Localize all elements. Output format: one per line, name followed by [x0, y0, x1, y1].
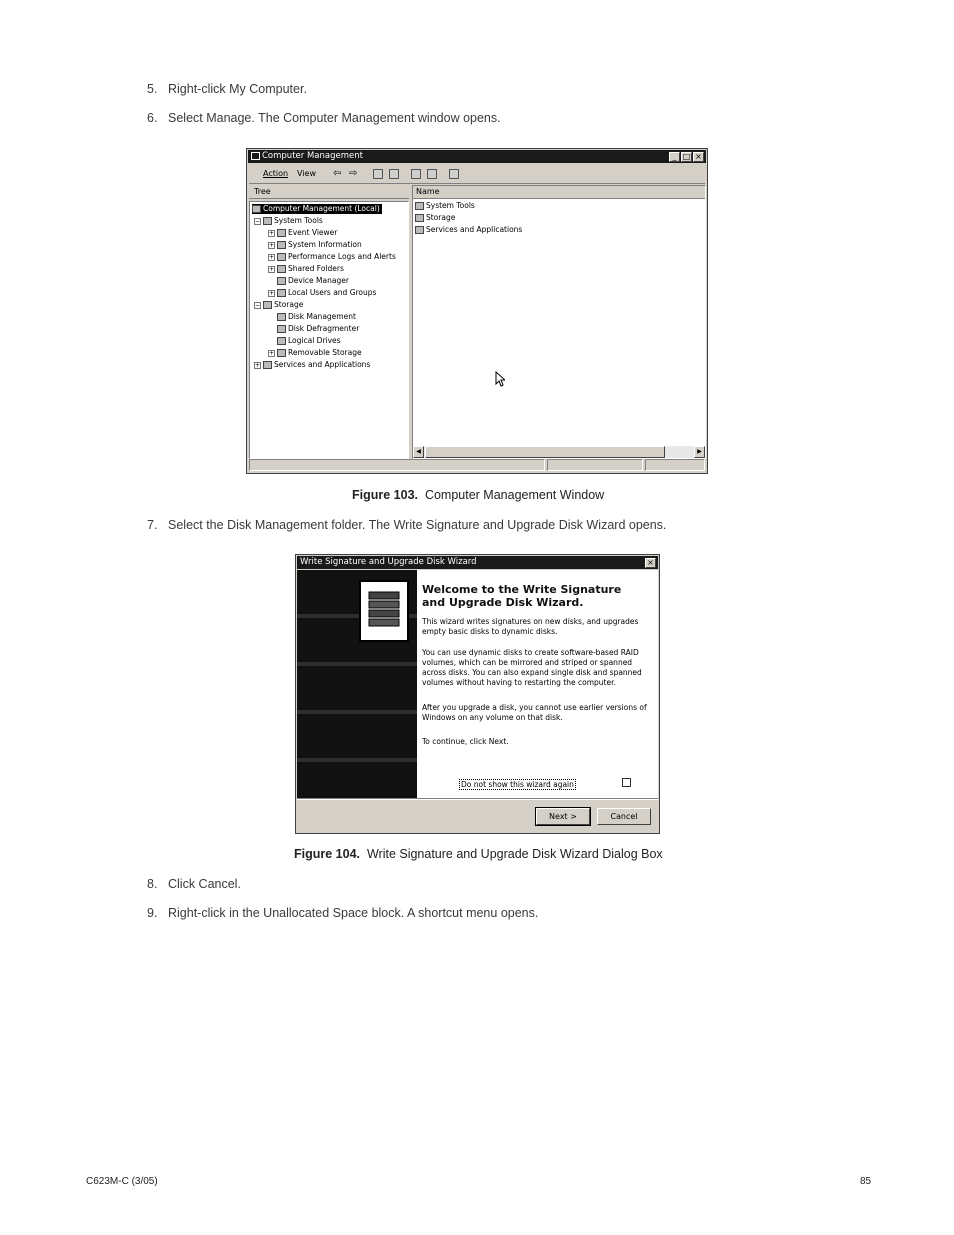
- list-pane[interactable]: [412, 185, 706, 459]
- close-button[interactable]: ×: [693, 152, 704, 162]
- tools-icon: [263, 217, 272, 225]
- figure-103-caption: Figure 103. Computer Management Window: [352, 488, 605, 502]
- show-tree-icon[interactable]: [389, 169, 399, 179]
- list-item-storage[interactable]: Storage: [415, 213, 455, 223]
- collapse-icon[interactable]: −: [255, 217, 261, 225]
- list-item-services-applications[interactable]: Services and Applications: [415, 225, 522, 235]
- name-column-header[interactable]: Name: [413, 186, 705, 199]
- expand-icon[interactable]: +: [269, 229, 275, 237]
- users-icon: [277, 289, 286, 297]
- tree-tab[interactable]: Tree: [249, 185, 409, 199]
- computer-icon: [251, 152, 260, 160]
- toolbar: [249, 165, 705, 184]
- shared-folder-icon: [277, 265, 286, 273]
- scrollbar-thumb[interactable]: [425, 446, 665, 458]
- menu-action[interactable]: Action: [263, 169, 289, 178]
- wizard-side-panel: [297, 570, 417, 798]
- step-8: 8. Click Cancel.: [147, 877, 241, 891]
- tree-item-disk-management[interactable]: Disk Management: [277, 312, 356, 322]
- system-info-icon: [277, 241, 286, 249]
- status-pane-2: [547, 459, 643, 471]
- mouse-pointer-icon: [495, 371, 505, 387]
- step-6: 6. Select Manage. The Computer Management window opens.: [147, 111, 501, 125]
- tree-item-disk-defragmenter[interactable]: Disk Defragmenter: [277, 324, 359, 334]
- step-7: 7. Select the Disk Management folder. The Write Signature and Upgrade Disk Wizard opens.: [147, 518, 667, 532]
- expand-icon[interactable]: +: [269, 241, 275, 249]
- properties-icon[interactable]: [411, 169, 421, 179]
- wizard-paragraph-1: This wizard writes signatures on new disks, and upgrades empty basic disks to dynamic disks.: [422, 617, 639, 636]
- forward-arrow-icon[interactable]: ⇨: [349, 168, 358, 179]
- removable-storage-icon: [277, 349, 286, 357]
- cancel-button[interactable]: Cancel: [597, 808, 651, 825]
- expand-icon[interactable]: +: [269, 349, 275, 357]
- horizontal-scrollbar[interactable]: [413, 446, 705, 458]
- export-icon[interactable]: [427, 169, 437, 179]
- storage-icon: [263, 301, 272, 309]
- computer-icon: [252, 205, 261, 213]
- help-icon[interactable]: [449, 169, 459, 179]
- tree-item-computer-management[interactable]: Computer Management (Local): [252, 204, 382, 214]
- device-manager-icon: [277, 277, 286, 285]
- tree-pane[interactable]: [249, 201, 409, 459]
- wizard-heading: Welcome to the Write Signature and Upgrade Disk Wizard.: [422, 583, 622, 609]
- expand-icon[interactable]: +: [255, 361, 261, 369]
- step-5: 5. Right-click My Computer.: [147, 82, 307, 96]
- drive-icon: [277, 337, 286, 345]
- status-pane-1: [249, 459, 545, 471]
- wizard-paragraph-4: To continue, click Next.: [422, 737, 509, 746]
- tree-item-local-users[interactable]: + Local Users and Groups: [269, 288, 377, 297]
- disk-management-icon: [277, 313, 286, 321]
- expand-icon[interactable]: +: [269, 289, 275, 297]
- dialog-titlebar: Write Signature and Upgrade Disk Wizard ×: [297, 556, 658, 569]
- list-item-system-tools[interactable]: System Tools: [415, 201, 475, 211]
- tree-item-event-viewer[interactable]: + Event Viewer: [269, 228, 338, 237]
- tree-item-system-information[interactable]: + System Information: [269, 240, 362, 249]
- scroll-left-icon[interactable]: ◀: [413, 446, 424, 458]
- scroll-right-icon[interactable]: ▶: [694, 446, 705, 458]
- tree-item-logical-drives[interactable]: Logical Drives: [277, 336, 341, 346]
- computer-management-window: [246, 148, 708, 474]
- performance-icon: [277, 253, 286, 261]
- tree-item-shared-folders[interactable]: + Shared Folders: [269, 264, 344, 273]
- window-titlebar: Computer Management _ □ ×: [248, 150, 706, 163]
- document-id: C623M-C (3/05): [86, 1176, 158, 1187]
- wizard-dialog: [295, 554, 660, 834]
- tools-icon: [415, 202, 424, 210]
- figure-104-caption: Figure 104. Write Signature and Upgrade Disk Wizard Dialog Box: [294, 847, 663, 861]
- menu-view[interactable]: View: [297, 169, 316, 178]
- next-button[interactable]: Next >: [536, 808, 590, 825]
- storage-icon: [415, 214, 424, 222]
- wizard-content-panel: [417, 570, 658, 798]
- close-button[interactable]: ×: [645, 558, 656, 568]
- dont-show-again-label[interactable]: Do not show this wizard again: [461, 780, 574, 789]
- minimize-button[interactable]: _: [669, 152, 680, 162]
- dont-show-again-checkbox[interactable]: [622, 778, 631, 787]
- disk-stack-icon: [359, 580, 409, 642]
- tree-item-services-applications[interactable]: + Services and Applications: [255, 360, 371, 369]
- wizard-paragraph-2: You can use dynamic disks to create software-based RAID volumes, which can be mirrored and striped or spanned across disks. You can also expand single disk and spanned volumes without having to restarting the computer.: [422, 648, 642, 687]
- expand-icon[interactable]: +: [269, 265, 275, 273]
- expand-icon[interactable]: +: [269, 253, 275, 261]
- back-arrow-icon[interactable]: ⇦: [333, 168, 342, 179]
- maximize-button[interactable]: □: [682, 152, 691, 161]
- tree-item-device-manager[interactable]: Device Manager: [277, 276, 349, 286]
- defragmenter-icon: [277, 325, 286, 333]
- event-viewer-icon: [277, 229, 286, 237]
- dialog-divider: [297, 798, 658, 800]
- status-bar: [249, 459, 705, 471]
- wizard-paragraph-3: After you upgrade a disk, you cannot use earlier versions of Windows on any volume on that disk.: [422, 703, 647, 722]
- status-pane-3: [645, 459, 705, 471]
- page-number: 85: [860, 1176, 872, 1187]
- up-folder-icon[interactable]: [373, 169, 383, 179]
- tree-item-system-tools[interactable]: − System Tools: [255, 216, 323, 225]
- collapse-icon[interactable]: −: [255, 301, 261, 309]
- services-icon: [415, 226, 424, 234]
- tree-item-performance-logs[interactable]: + Performance Logs and Alerts: [269, 252, 396, 261]
- step-9: 9. Right-click in the Unallocated Space block. A shortcut menu opens.: [147, 906, 539, 920]
- tree-item-storage[interactable]: − Storage: [255, 300, 304, 309]
- tree-item-removable-storage[interactable]: + Removable Storage: [269, 348, 362, 357]
- services-icon: [263, 361, 272, 369]
